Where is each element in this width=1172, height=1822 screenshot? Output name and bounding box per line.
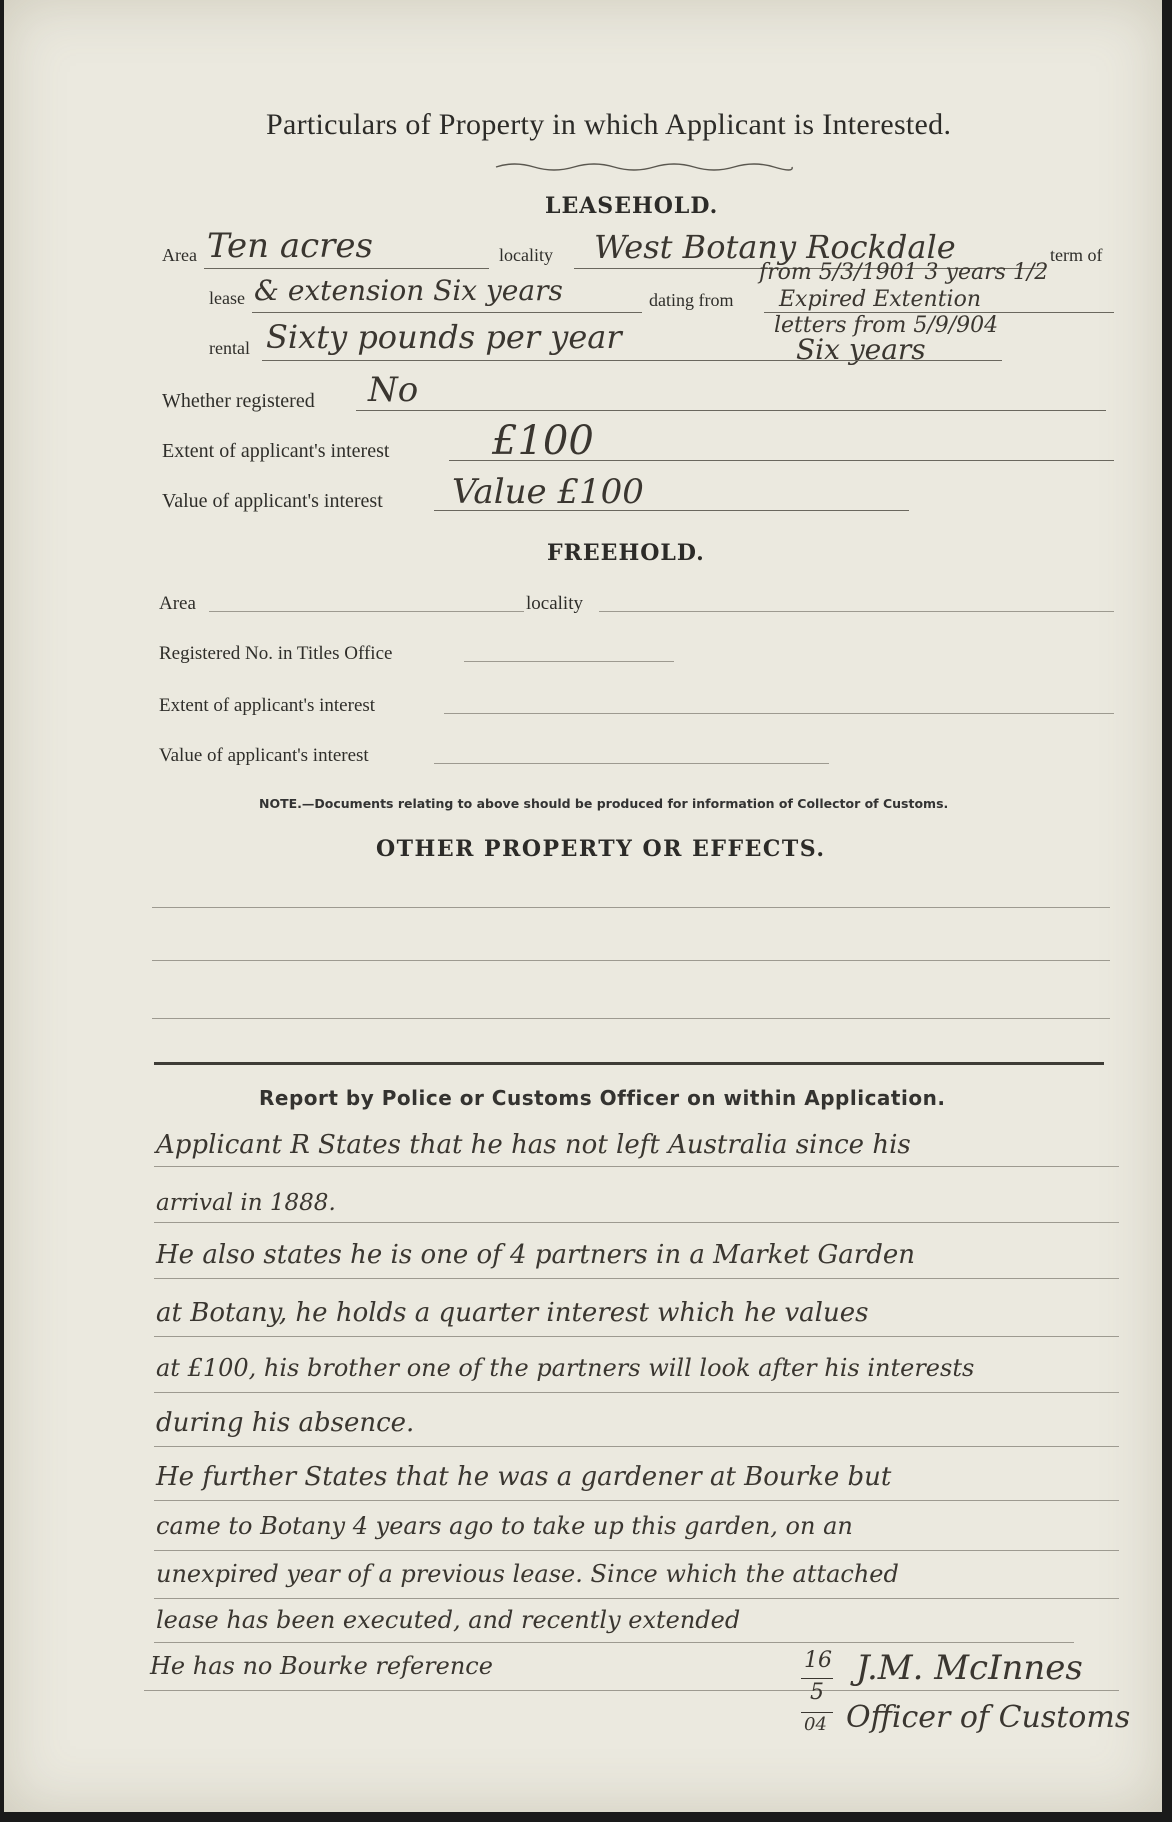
- report-line-7: He further States that he was a gardener at Bourke but: [156, 1462, 892, 1492]
- leasehold-dating-value-2: Expired Extention: [779, 287, 981, 312]
- report-line-5: at £100, his brother one of the partners will look after his interests: [156, 1354, 975, 1382]
- leasehold-rental-value: Sixty pounds per year: [266, 318, 622, 356]
- leasehold-lease-value: & extension Six years: [254, 274, 563, 307]
- leasehold-dating-value-1: from 5/3/1901 3 years 1/2: [759, 260, 1049, 285]
- report-rule-4: [154, 1336, 1119, 1337]
- freehold-extent-label: Extent of applicant's interest: [159, 695, 376, 716]
- leasehold-value-line: [434, 510, 909, 511]
- customs-note: NOTE.—Documents relating to above should be produced for information of Collector of Customs.: [259, 796, 949, 811]
- officer-signature: J.M. McInnes: [856, 1648, 1083, 1688]
- freehold-registered-no-line: [464, 661, 674, 662]
- leasehold-locality-label: locality: [499, 245, 553, 265]
- freehold-registered-no-label: Registered No. in Titles Office: [159, 643, 393, 664]
- leasehold-dating-label: dating from: [649, 290, 734, 310]
- freehold-extent-line: [444, 713, 1114, 714]
- report-rule-7: [154, 1500, 1119, 1501]
- report-date-year: 04: [804, 1714, 827, 1735]
- leasehold-rental-line: [262, 360, 1002, 361]
- report-rule-11: [144, 1690, 1119, 1691]
- leasehold-dating-value-3: letters from 5/9/904: [774, 313, 999, 338]
- report-heading: Report by Police or Customs Officer on within Application.: [259, 1086, 946, 1110]
- leasehold-area-line: [204, 268, 489, 269]
- leasehold-term-label: term of: [1050, 245, 1103, 265]
- leasehold-rental-label: rental: [209, 338, 250, 358]
- title-flourish: [494, 160, 794, 174]
- freehold-area-label: Area: [159, 593, 196, 614]
- leasehold-extent-label: Extent of applicant's interest: [162, 440, 390, 462]
- report-line-4: at Botany, he holds a quarter interest which he values: [156, 1298, 869, 1328]
- report-rule-9: [154, 1598, 1119, 1599]
- leasehold-extent-value: £100: [492, 418, 594, 464]
- leasehold-registered-line: [356, 410, 1106, 411]
- report-rule-8: [154, 1550, 1119, 1551]
- report-line-2: arrival in 1888.: [156, 1190, 336, 1216]
- other-property-line-2: [152, 960, 1110, 961]
- freehold-locality-label: locality: [526, 593, 583, 614]
- page-title: Particulars of Property in which Applicant is Interested.: [266, 108, 952, 141]
- other-property-heading: OTHER PROPERTY OR EFFECTS.: [376, 836, 826, 862]
- leasehold-value-value: Value £100: [452, 472, 644, 512]
- leasehold-area-value: Ten acres: [207, 226, 373, 266]
- report-date-bar: [801, 1678, 833, 1679]
- leasehold-rental-value-2: Six years: [796, 333, 926, 366]
- report-line-1: Applicant R States that he has not left Australia since his: [156, 1130, 911, 1160]
- leasehold-registered-label: Whether registered: [162, 390, 315, 412]
- leasehold-registered-value: No: [368, 370, 419, 410]
- freehold-heading: FREEHOLD.: [547, 540, 705, 566]
- officer-title: Officer of Customs: [846, 1700, 1131, 1735]
- freehold-value-label: Value of applicant's interest: [159, 745, 369, 766]
- report-rule-1: [154, 1166, 1119, 1167]
- leasehold-lease-line: [252, 312, 642, 313]
- leasehold-area-label: Area: [162, 245, 197, 265]
- leasehold-dating-line: [764, 312, 1114, 313]
- report-rule-3: [154, 1278, 1119, 1279]
- leasehold-heading: LEASEHOLD.: [545, 193, 719, 219]
- report-line-3: He also states he is one of 4 partners in a Market Garden: [156, 1240, 916, 1270]
- leasehold-extent-line: [449, 460, 1114, 461]
- leasehold-locality-value: West Botany Rockdale: [594, 228, 956, 266]
- report-line-11: He has no Bourke reference: [150, 1652, 493, 1680]
- report-divider: [154, 1062, 1104, 1065]
- report-date-bar-2: [801, 1712, 833, 1713]
- report-date-day: 16: [804, 1648, 832, 1673]
- other-property-line-3: [152, 1018, 1110, 1019]
- freehold-value-line: [434, 763, 829, 764]
- report-rule-2: [154, 1222, 1119, 1223]
- report-line-9: unexpired year of a previous lease. Since which the attached: [156, 1560, 899, 1588]
- report-rule-5: [154, 1392, 1119, 1393]
- report-rule-10: [154, 1642, 1074, 1643]
- other-property-line-1: [152, 907, 1110, 908]
- freehold-locality-line: [599, 611, 1114, 612]
- report-date-month: 5: [810, 1680, 824, 1705]
- report-rule-6: [154, 1446, 1119, 1447]
- report-line-8: came to Botany 4 years ago to take up this garden, on an: [156, 1512, 853, 1540]
- leasehold-value-label: Value of applicant's interest: [162, 490, 383, 512]
- freehold-area-line: [209, 611, 524, 612]
- document-page: [4, 0, 1162, 1812]
- report-line-6: during his absence.: [156, 1408, 415, 1438]
- leasehold-lease-label: lease: [209, 288, 245, 308]
- report-line-10: lease has been executed, and recently extended: [156, 1606, 741, 1634]
